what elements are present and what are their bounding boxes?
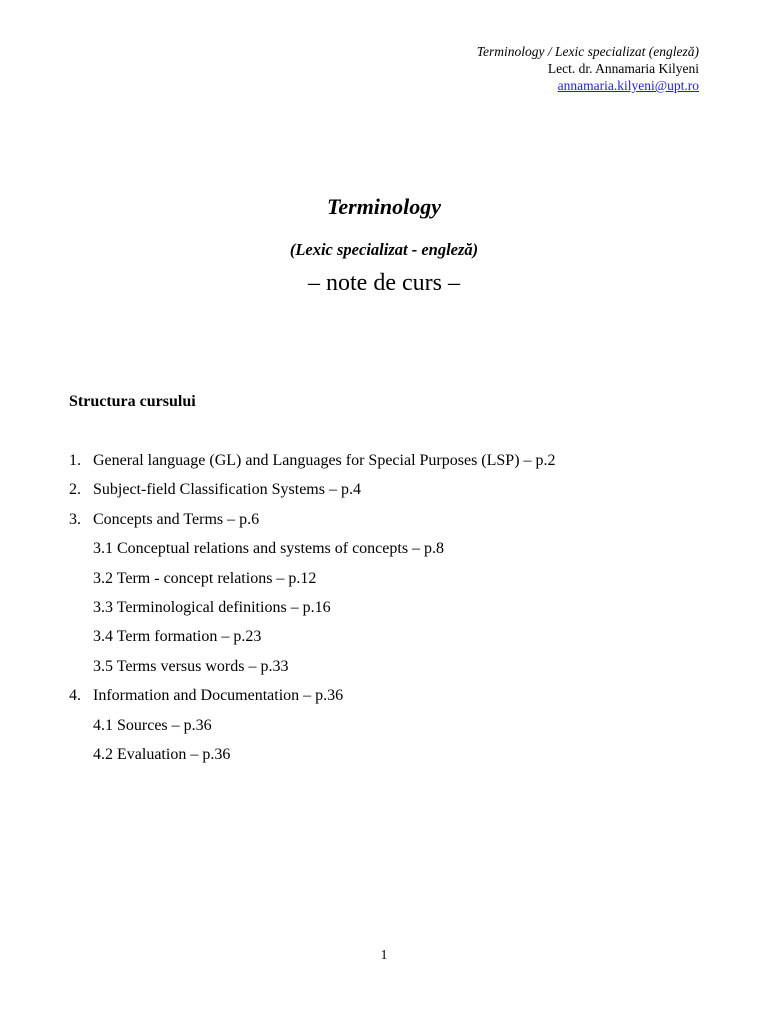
toc-subitem	[69, 627, 729, 656]
toc-item	[69, 686, 729, 715]
toc-subitem	[69, 569, 729, 598]
toc-item	[69, 480, 729, 509]
toc-number: 2.	[69, 481, 81, 499]
toc-text: 3.4 Term formation – p.23	[93, 628, 262, 646]
toc-text: 3.3 Terminological definitions – p.16	[93, 598, 331, 616]
toc-text: 3.5 Terms versus words – p.33	[93, 657, 289, 675]
toc-text: Information and Documentation – p.36	[93, 687, 344, 705]
toc-text: 4.2 Evaluation – p.36	[93, 745, 231, 763]
author-name: Lect. dr. Annamaria Kilyeni	[547, 61, 699, 76]
toc-subitem	[69, 657, 729, 686]
toc-subitem	[69, 745, 729, 774]
page-number: 1	[380, 947, 388, 962]
document-note: – note de curs –	[308, 270, 460, 296]
toc-item	[69, 451, 729, 480]
document-subtitle: (Lexic specializat - engleză)	[289, 240, 479, 259]
toc-text: 3.2 Term - concept relations – p.12	[93, 569, 317, 587]
toc-subitem	[69, 539, 729, 568]
toc-text: Subject-field Classification Systems – p.4	[93, 481, 361, 499]
document-title: Terminology	[326, 194, 442, 219]
toc-text: Concepts and Terms – p.6	[93, 510, 260, 528]
section-heading: Structura cursului	[69, 393, 196, 410]
toc-text: 4.1 Sources – p.36	[93, 716, 212, 734]
table-of-contents	[69, 451, 729, 774]
toc-subitem	[69, 598, 729, 627]
toc-text: General language (GL) and Languages for Special Purposes (LSP) – p.2	[93, 452, 556, 469]
course-title-header: Terminology / Lexic specializat (engleză)	[476, 44, 699, 59]
page-header	[477, 43, 699, 94]
toc-number: 3.	[69, 510, 81, 528]
toc-number: 1.	[69, 452, 81, 469]
toc-number: 4.	[69, 687, 81, 705]
toc-text: 3.1 Conceptual relations and systems of concepts – p.8	[93, 540, 445, 558]
author-email-link[interactable]: annamaria.kilyeni@upt.ro	[557, 78, 699, 93]
toc-item	[69, 510, 729, 539]
toc-subitem	[69, 716, 729, 745]
